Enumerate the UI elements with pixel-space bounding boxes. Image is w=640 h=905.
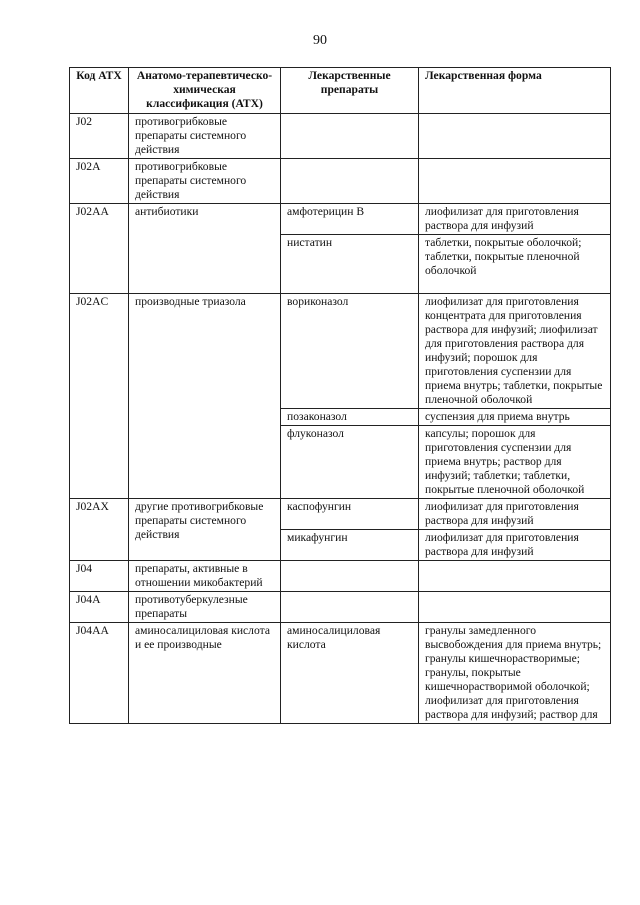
form-cell: суспензия для приема внутрь [419, 409, 611, 426]
form-cell [419, 561, 611, 592]
classification-cell: препараты, активные в отношении микобактерий [129, 561, 281, 592]
atc-drug-table [69, 67, 611, 724]
drug-cell [281, 561, 419, 592]
drug-cell: вориконазол [281, 294, 419, 409]
code-cell: J02AX [70, 499, 129, 561]
table-row [70, 499, 611, 530]
classification-cell: производные триазола [129, 294, 281, 499]
table-header-row [70, 68, 611, 114]
table-row [70, 204, 611, 235]
code-cell: J02AA [70, 204, 129, 294]
drug-cell: флуконазол [281, 426, 419, 499]
form-cell [419, 592, 611, 623]
form-cell: гранулы замедленного высвобождения для приема внутрь; гранулы кишечнорастворимые; гранулы, покрытые кишечнорастворимой оболочкой; лиофилизат для приготовления раствора для инфузий; раствор для [419, 623, 611, 724]
table-row [70, 592, 611, 623]
code-cell: J04AA [70, 623, 129, 724]
classification-cell: противогрибковые препараты системного действия [129, 114, 281, 159]
code-cell: J02AC [70, 294, 129, 499]
table-row [70, 623, 611, 724]
drug-cell [281, 114, 419, 159]
form-cell: капсулы; порошок для приготовления суспензии для приема внутрь; раствор для инфузий; таблетки; таблетки, покрытые пленочной оболочкой [419, 426, 611, 499]
table-row [70, 561, 611, 592]
header-classification: Анатомо-терапевтическо-химическая классификация (АТХ) [129, 68, 281, 114]
classification-cell: антибиотики [129, 204, 281, 294]
drug-cell: позаконазол [281, 409, 419, 426]
form-cell: лиофилизат для приготовления раствора для инфузий [419, 530, 611, 561]
form-cell [419, 159, 611, 204]
drug-cell: аминосалициловая кислота [281, 623, 419, 724]
drug-cell: амфотерицин B [281, 204, 419, 235]
page-number: 90 [313, 33, 327, 48]
code-cell: J04A [70, 592, 129, 623]
classification-cell: противогрибковые препараты системного действия [129, 159, 281, 204]
classification-cell: противотуберкулезные препараты [129, 592, 281, 623]
code-cell: J02 [70, 114, 129, 159]
header-form: Лекарственная форма [419, 68, 611, 114]
drug-cell: микафунгин [281, 530, 419, 561]
header-code: Код АТХ [70, 68, 129, 114]
classification-cell: другие противогрибковые препараты системного действия [129, 499, 281, 561]
code-cell: J02A [70, 159, 129, 204]
form-cell: лиофилизат для приготовления раствора для инфузий [419, 204, 611, 235]
drug-cell [281, 159, 419, 204]
form-cell: лиофилизат для приготовления концентрата для приготовления раствора для инфузий; лиофилизат для приготовления раствора для инфузий; порошок для приготовления суспензии для приема внутрь; таблетки, покрытые пленочной оболочкой [419, 294, 611, 409]
form-cell: лиофилизат для приготовления раствора для инфузий [419, 499, 611, 530]
table-row [70, 159, 611, 204]
table-row [70, 294, 611, 409]
drug-cell: нистатин [281, 235, 419, 294]
drug-cell: каспофунгин [281, 499, 419, 530]
classification-cell: аминосалициловая кислота и ее производные [129, 623, 281, 724]
code-cell: J04 [70, 561, 129, 592]
form-cell: таблетки, покрытые оболочкой; таблетки, покрытые пленочной оболочкой [419, 235, 611, 294]
drug-cell [281, 592, 419, 623]
table-row [70, 114, 611, 159]
header-drugs: Лекарственные препараты [281, 68, 419, 114]
form-cell [419, 114, 611, 159]
